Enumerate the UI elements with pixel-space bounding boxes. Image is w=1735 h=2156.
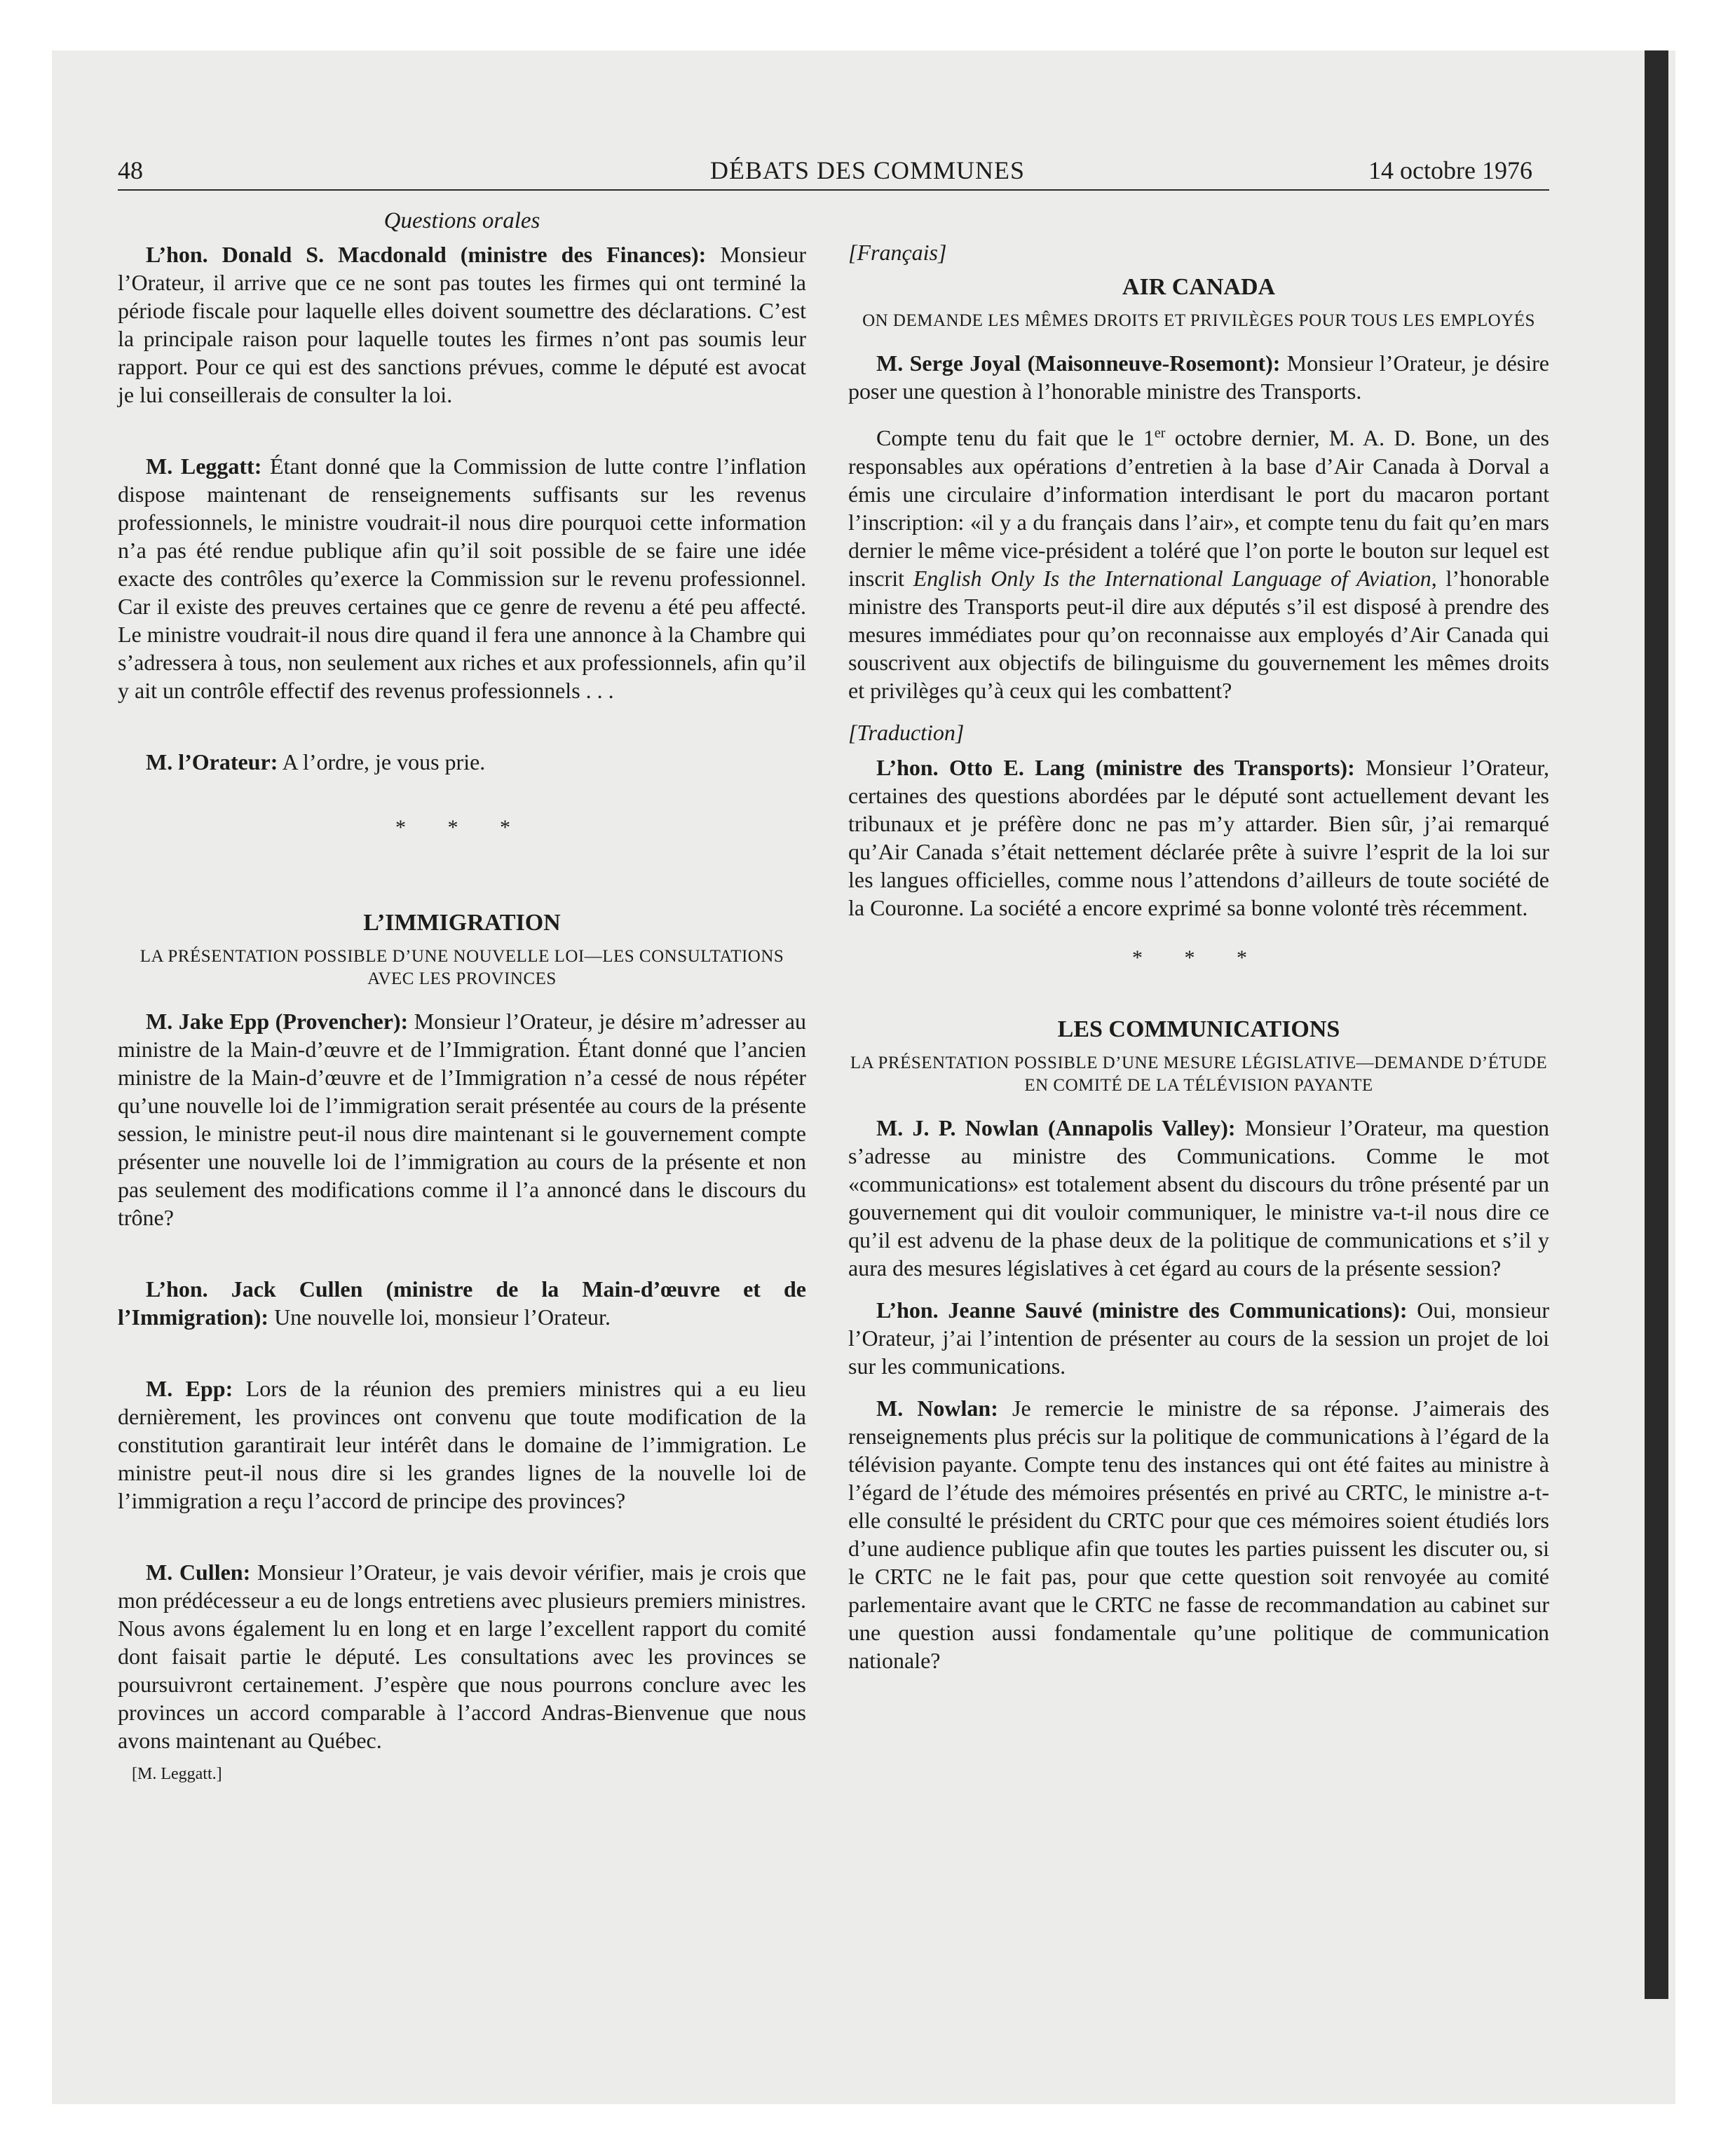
section-subheading: ON DEMANDE LES MÊMES DROITS ET PRIVILÈGES POUR TOUS LES EMPLOYÉS — [862, 311, 1535, 330]
speech-text: Étant donné que la Commission de lutte contre l’inflation dispose maintenant de renseignements suffisants sur les revenus professionnels, le ministre voudrait-il nous dire pourquoi cette information n’a pas été rendue publique afin qu’il soit possible de se faire une idée exacte des contrôles qu’exerce la Commission sur le revenu professionnel. Car il existe des preuves certaines que ce genre de revenu a été peu affecté. Le ministre voudrait-il nous dire quand il fera une annonce à la Chambre qui s’adressera à tous, non seulement aux riches et aux professionnels, afin qu’il y ait un contrôle effectif des revenus professionnels . . . — [118, 453, 807, 703]
speech-text: A l’ordre, je vous prie. — [278, 749, 486, 775]
speech-text: Monsieur l’Orateur, ma question s’adresse au ministre des Communications. Comme le mot «communications» est totalement absent du discours du trône présenté par un gouvernement qui dit vouloir communiquer, le ministre va-t-il nous dire ce qu’il est advenu de la phase deux de la politique de communications et s’il y aura des mesures législatives à cet égard au cours de la présente session? — [848, 1114, 1550, 1281]
section-heading: AIR CANADA — [1122, 274, 1276, 300]
speech-text: Monsieur l’Orateur, certaines des questions abordées par le député sont actuellement devant les tribunaux et je préfère donc ne pas m’y attarder. Bien sûr, j’ai remarqué qu’Air Canada s’était nettement déclarée prête à suivre l’esprit de la loi sur les langues officielles, comme nous l’attendons d’ailleurs de toute société de la Couronne. La société a encore exprimé sa bonne volonté très récemment. — [848, 754, 1550, 920]
speaker-name: L’hon. Otto E. Lang (ministre des Transports): — [876, 754, 1355, 780]
section-subheading: LA PRÉSENTATION POSSIBLE D’UNE NOUVELLE LOI—LES CONSULTATIONS AVEC LES PROVINCES — [140, 947, 784, 988]
paragraph-cullen — [118, 1275, 806, 1331]
header-rule — [118, 189, 1549, 191]
section-subheading: LA PRÉSENTATION POSSIBLE D’UNE MESURE LÉGISLATIVE—DEMANDE D’ÉTUDE EN COMITÉ DE LA TÉLÉVISION PAYANTE — [850, 1053, 1548, 1095]
speech-text: Monsieur l’Orateur, je désire m’adresser au ministre de la Main-d’œuvre et de l’Immigration. Étant donné que l’ancien ministre de la Main-d’œuvre et de l’Immigration n’a cessé de nous répéter qu’une nouvelle loi de l’immigration serait présentée au cours de la présente session, le ministre peut-il nous dire maintenant si le gouvernement compte présenter une nouvelle loi de l’immigration au cours de la présente et non pas seulement des modifications comme il l’a annoncé dans le discours du trône? — [118, 1009, 806, 1230]
speaker-name: M. Epp: — [146, 1376, 233, 1401]
speaker-name: L’hon. Jack Cullen (ministre de la Main-d’œuvre et de l’Immigration): — [118, 1276, 806, 1330]
speaker-footnote: [M. Leggatt.] — [132, 1765, 222, 1783]
paragraph-macdonald — [118, 240, 806, 409]
speaker-name: M. Serge Joyal (Maisonneuve-Rosemont): — [876, 350, 1281, 376]
speaker-name: M. Leggatt: — [146, 453, 262, 479]
section-separator: * * * — [395, 816, 529, 839]
section-heading: LES COMMUNICATIONS — [1057, 1016, 1340, 1042]
paragraph-sauve — [848, 1296, 1549, 1380]
section-heading: L’IMMIGRATION — [363, 910, 561, 936]
speaker-name: M. Jake Epp (Provencher): — [146, 1009, 409, 1034]
speech-text: Je remercie le ministre de sa réponse. J’aimerais des renseignements plus précis sur la politique de communications à l’égard de la télévision payante. Compte tenu des instances qui ont été faites au ministre à l’égard de l’étude des mémoires présentés en privé au CRTC, le ministre a-t-elle consulté le président du CRTC pour que ces mémoires soient étudiés lors d’une audience publique afin que toutes les parties puissent les discuter ou, si le CRTC ne le fait pas, pour que cette question soit renvoyée au comité parlementaire avant que le CRTC ne fasse de recommandation au cabinet sur une question aussi fondamentale qu’une politique de communication nationale? — [848, 1395, 1550, 1673]
paragraph-nowlan — [848, 1114, 1549, 1282]
speech-text: Compte tenu du fait que le 1 — [876, 425, 1155, 451]
scan-edge-bar — [1645, 50, 1668, 1999]
speech-text: octobre dernier, M. A. D. Bone, un des responsables aux opérations d’entretien à la base d’Air Canada à Dorval a émis une circulaire d’information interdisant le port du macaron portant l’inscription: «il y a du français dans l’air», et compte tenu du fait qu’en mars dernier le même vice-président a toléré que l’on porte le bouton sur lequel est inscrit — [848, 425, 1550, 591]
speech-text: Monsieur l’Orateur, je désire poser une question à l’honorable ministre des Transports. — [848, 350, 1549, 404]
speaker-name: M. Nowlan: — [876, 1395, 998, 1421]
speaker-name: L’hon. Donald S. Macdonald (ministre des Finances): — [146, 242, 707, 267]
speech-text: Lors de la réunion des premiers ministres qui a eu lieu dernièrement, les provinces ont convenu que toute modification de la constitution garantirait leur intérêt dans le domaine de l’immigration. Le ministre peut-il nous dire si les grandes lignes de la nouvelle loi de l’immigration a reçu l’accord de principe des provinces? — [118, 1376, 807, 1513]
running-date: 14 octobre 1976 — [1368, 156, 1532, 184]
paragraph-leggatt — [118, 452, 806, 704]
ordinal-superscript: er — [1154, 425, 1166, 441]
paragraph-joyal — [848, 349, 1549, 405]
speaker-name: L’hon. Jeanne Sauvé (ministre des Communications): — [876, 1297, 1408, 1323]
speaker-name: M. l’Orateur: — [146, 749, 278, 775]
paragraph-epp — [118, 1007, 806, 1231]
speech-text: Monsieur l’Orateur, il arrive que ce ne sont pas toutes les firmes qui ont terminé la période fiscale pour laquelle elles doivent soumettre des déclarations. C’est la principale raison pour laquelle toutes les firmes n’ont pas soumis leur rapport. Pour ce qui est des sanctions prévues, comme le député est avocat je lui conseillerais de consulter la loi. — [118, 242, 807, 407]
language-tag: [Français] — [848, 240, 947, 265]
language-tag: [Traduction] — [848, 719, 965, 745]
speaker-name: M. Cullen: — [146, 1560, 251, 1585]
speech-text: Oui, monsieur l’Orateur, j’ai l’intention de présenter au cours de la session un projet de loi sur les communications. — [848, 1297, 1550, 1379]
speech-text: Une nouvelle loi, monsieur l’Orateur. — [268, 1304, 611, 1330]
paragraph-orateur — [118, 748, 806, 776]
paragraph-cullen-2 — [118, 1558, 806, 1754]
page-number: 48 — [118, 156, 143, 184]
speech-text: , l’honorable ministre des Transports peut-il dire aux députés s’il est disposé à prendre des mesures immédiates pour qu’on reconnaisse aux employés d’Air Canada qui souscrivent aux objectifs de bilinguisme du gouvernement les mêmes droits et privilèges qu’à ceux qui les combattent? — [848, 565, 1550, 703]
speech-text: Monsieur l’Orateur, je vais devoir vérifier, mais je crois que mon prédécesseur a eu de longs entretiens avec plusieurs premiers ministres. Nous avons également lu en long et en large l’excellent rapport du comité dont faisait partie le député. Les consultations avec les provinces se poursuivront certainement. J’espère que nous pourrons conclure avec les provinces un accord comparable à l’accord Andras-Bienvenue que nous avons maintenant au Québec. — [118, 1560, 807, 1753]
running-title: DÉBATS DES COMMUNES — [709, 156, 1026, 184]
section-separator: * * * — [1132, 946, 1265, 969]
speaker-name: M. J. P. Nowlan (Annapolis Valley): — [876, 1114, 1236, 1140]
paragraph-joyal-2 — [848, 419, 1549, 704]
badge-inscription: English Only Is the International Language of Aviation — [913, 565, 1431, 591]
section-title: Questions orales — [383, 208, 540, 233]
paragraph-lang — [848, 753, 1549, 922]
right-column — [848, 238, 1549, 1697]
paragraph-nowlan-2 — [848, 1394, 1549, 1674]
paragraph-epp-2 — [118, 1374, 806, 1515]
left-column — [118, 207, 806, 1788]
